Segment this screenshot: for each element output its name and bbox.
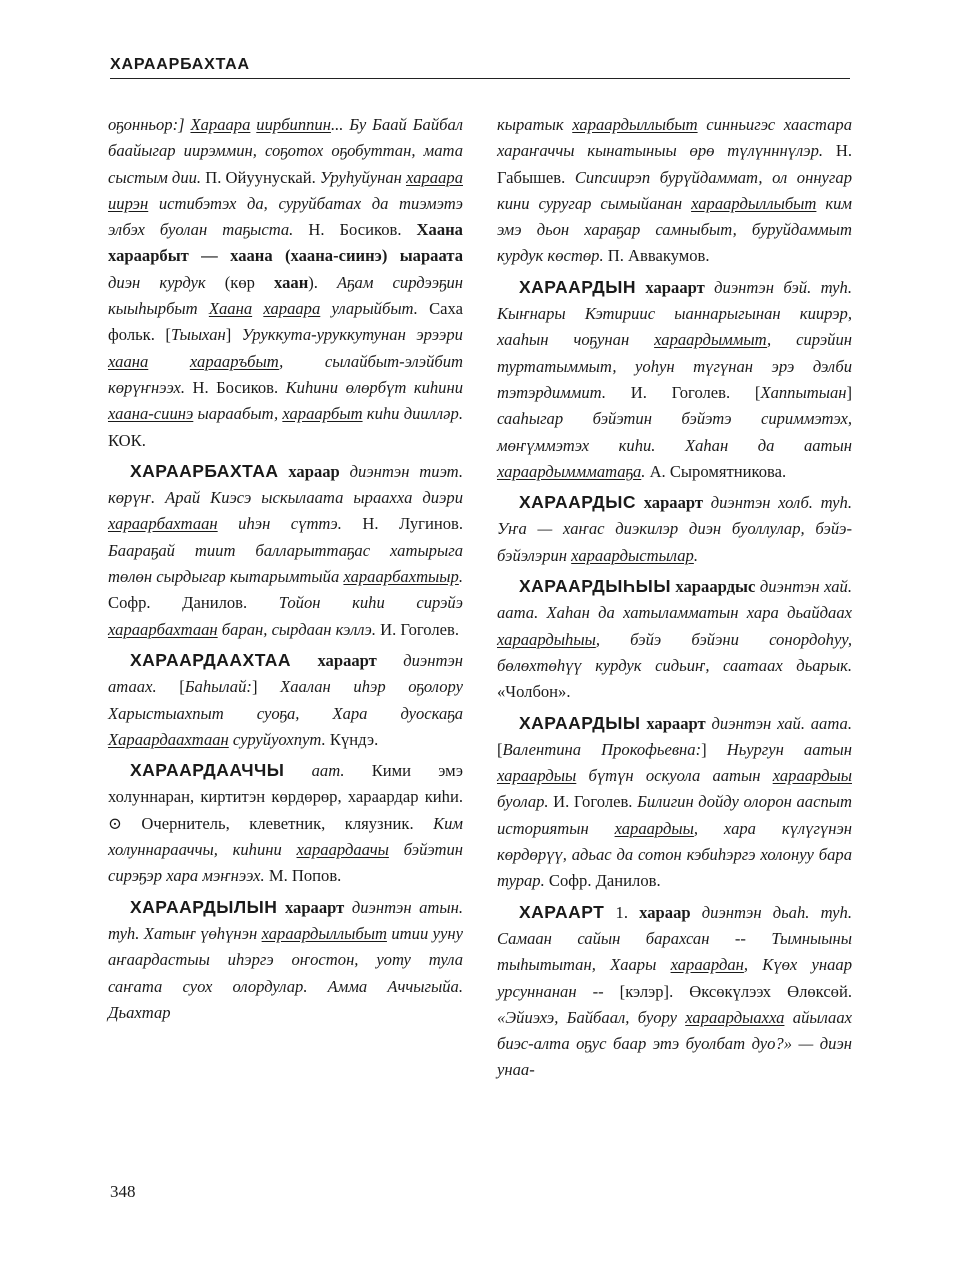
dictionary-entry (108, 894, 463, 1026)
entry-text-run: ыараабыт, (193, 404, 283, 424)
entry-text-run: Саха фольк. [ (108, 299, 463, 345)
page-number: 348 (110, 1182, 136, 1201)
entry-text-run: хараардыллыбыт (261, 923, 387, 943)
dictionary-entry (497, 899, 852, 1084)
entry-text-run: айылаах биэс-алта оҕус баар этэ буолбат дуо?» — диэн унаа- (497, 1007, 852, 1080)
entry-text-run (148, 352, 190, 371)
entry-text-run: диэнтэн дьаһ. туһ. Самаан сайын барахсан -- Тымныыны тыһытытан, Хаары (497, 902, 852, 975)
entry-text-run: Н. Габышев. (497, 141, 852, 187)
entry-text-run: хараарт (636, 277, 705, 297)
headword: ХАРААРДААЧЧЫ (130, 760, 285, 781)
entry-text-run: Н. Лугинов. (362, 514, 464, 534)
entry-text-run: хаана (108, 351, 149, 371)
entry-continuation (497, 112, 852, 270)
entry-text-run: Тойон киһи сирэйэ (278, 593, 463, 613)
entry-text-run: Аҕам сирдээҕин кыыһырбыт (108, 272, 463, 319)
entry-text-run: Н. Босиков. (192, 377, 286, 397)
entry-text-run: Өксөкүлээх Өлөксөй. (689, 981, 853, 1001)
entry-text-run: диэнтэн бэй. туһ. Кыҥнары Кэтириис ыаннарыгынан киирэр, хааһын чоҕунан (497, 277, 852, 350)
entry-text-run: хараарбахтыыр (343, 567, 459, 587)
entry-text-run: диэн курдук (108, 272, 225, 292)
entry-text-run: диэнтэн хай. аата. Хаһан да хатыламматын хара дьайдаах (497, 577, 852, 623)
entry-text-run: Кими эмэ холуннаран, киртитэн көрдөрөр, хараардар киһи. ⊙ Очернитель, клеветник, кляузник. (108, 761, 463, 833)
headword: ХАРААРДААХТАА (130, 649, 292, 670)
entry-text-run: «Чолбон». (497, 682, 571, 702)
headword: ХАРААРТ (519, 901, 605, 922)
entry-text-run: диэнтэн холб. туһ. Уҥа — хаҥас диэкилэр диэн буоллулар, бэйэ-бэйэлэрин (497, 493, 852, 565)
entry-text-run: хараардыллыбыт (572, 115, 698, 134)
entry-text-run: истибэтэх да, суруйбатах да тиэмэтэ элбэх буолан таҕыста. (108, 193, 463, 240)
entry-text-run: Хаана (208, 299, 253, 319)
entry-text-run: ] (251, 677, 281, 697)
headword: ХАРААРДЫЫ (519, 712, 641, 733)
entry-text-run: Софр. Данилов. (548, 871, 661, 891)
entry-text-run: суруйуохпут. (228, 729, 330, 749)
entry-text-run: Валентина Прокофьевна: (502, 739, 702, 759)
entry-text-run: кыратык (497, 115, 573, 134)
entry-text-run: , сылайбыт-элэйбит көрүҥнээх. (108, 351, 463, 397)
entry-text-run: Уруккута-уруккутунан эрээри (241, 325, 463, 345)
entry-text-run: Хаалан иһэр оҕолору Харыстыахпыт суоҕа, Хара дуоскаҕа (108, 677, 463, 723)
entry-text-run: , бэйэ бэйэни сонордоһуу, бөлөхтөһүү курдук сидьиҥ, саатаах дьарык. (497, 629, 852, 675)
entry-text-run: иирбиппин (256, 115, 331, 134)
entry-text-run: . (458, 567, 463, 587)
dictionary-entry (108, 757, 463, 889)
page-header (110, 56, 850, 79)
entry-text-run: хаана-сиинэ (108, 404, 194, 424)
entry-text-run: хараардыммыт (654, 330, 767, 350)
entry-text-run: хараардыы (772, 766, 852, 786)
entry-text-run: уларыйбыт. (320, 299, 430, 319)
entry-text-run: диэнтэн хай. аата. (705, 713, 852, 733)
entry-text-run: хаан (274, 272, 309, 292)
entry-text-run: хараара (406, 167, 463, 187)
entry-text-run: хараардыы (497, 766, 577, 786)
entry-text-run: хараардыы (614, 818, 694, 838)
entry-text-run: «Эйиэхэ, Байбаал, буору (497, 1007, 686, 1027)
entry-text-run: хараардыллыбыт (691, 193, 817, 213)
entry-text-run: иһэн сүттэ. (217, 514, 363, 534)
entry-text-run: Хараардаахтаан (108, 729, 229, 749)
headword: ХАРААРБАХТАА (130, 460, 279, 481)
dictionary-entry (497, 573, 852, 705)
entry-text-run: Уруһуйунан (319, 167, 407, 187)
dictionary-entry (497, 710, 852, 895)
headword: ХАРААРДЫҺЫЫ (519, 576, 671, 597)
entry-text-run: Билигин дойду олорон ааспыт историятын (497, 792, 852, 838)
entry-text-run: хараардаачы (296, 840, 389, 860)
entry-text-run: Ким холуннарааччы, киһини (108, 813, 463, 860)
entry-text-run: ] (701, 739, 727, 759)
entry-text-run: харааръбыт (189, 351, 280, 371)
entry-text-run: бүтүн оскуола аатын (576, 766, 773, 786)
entry-text-run: И. Гоголев. [ (630, 382, 761, 402)
entry-text-run: Хараара (190, 115, 251, 134)
entry-text-run: иирэн (108, 193, 149, 213)
entry-text-run: хараарт (636, 493, 704, 513)
entry-text-run: , Күөх унаар урсуннанан -- (497, 955, 852, 1001)
entry-text-run: И. Гоголев. (553, 792, 638, 812)
entry-text-run: хараардыммматаҕа (497, 461, 642, 481)
entry-text-run: хараарбахтаан (108, 619, 218, 639)
headword: ХАРААРДЫЛЫН (130, 896, 278, 917)
entry-text-run: диэнтэн тиэт. көрүҥ. Арай Киэсэ ыскылаата ыраахха диэри (108, 461, 463, 508)
left-column (108, 112, 463, 1030)
entry-text-run: бэйэтин сирэҕэр хара мэҥнээх. (108, 840, 463, 886)
entry-text-run: Баараҕай тиит балларыттаҕас хатырыга төлөн сырдыгар кытарымтыйа (108, 540, 463, 587)
dictionary-entry (497, 274, 852, 485)
headword: ХАРААРДЫС (519, 492, 637, 513)
entry-text-run: хараардыс (670, 577, 756, 597)
entry-text-run: Ньургун аатын (726, 739, 852, 759)
entry-text-run: баран, сырдаан кэллэ. (217, 619, 381, 639)
entry-text-run: Н. Босиков. (308, 220, 417, 240)
entry-text-run: Софр. Данилов. (108, 593, 279, 613)
entry-text-run: , хара күлүгүнэн көрдөрүү, адьас да сотон кэбиһэргэ холонуу бара турар. (497, 818, 852, 891)
entry-text-run: хараардыстылар (571, 545, 694, 565)
dictionary-entry (108, 458, 463, 643)
entry-text-run: П. Ойуунускай. (205, 167, 320, 187)
entry-text-run: хараардыһыы (497, 629, 596, 649)
entry-text-run: Тыыхан (170, 325, 226, 345)
entry-text-run: П. Аввакумов. (607, 246, 710, 266)
entry-text-run: [ (497, 739, 503, 759)
entry-text-run: Киһини өлөрбүт киһини (285, 377, 464, 397)
entry-text-run: 1. (604, 902, 640, 922)
entry-text-run: Хаана хараарбыт — хаана (хаана-сиинэ) ыараата (108, 220, 463, 266)
entry-text-run: . (693, 545, 698, 565)
dictionary-entry (108, 647, 463, 753)
entry-text-run: (көр (224, 272, 275, 292)
entry-text-run: [кэлэр]. (619, 981, 690, 1001)
entry-text-run: М. Попов. (268, 866, 342, 886)
entry-text-run: хараардан (670, 955, 744, 975)
dictionary-entry (497, 489, 852, 569)
entry-text-run (252, 299, 263, 318)
entry-text-run: И. Гоголев. (380, 619, 459, 639)
entry-continuation (108, 112, 463, 454)
entry-text-run: хараарбыт (282, 404, 363, 424)
entry-text-run: синньигэс хаастара хараҥаччы кынатыныы өрө түлүнннүлэр. (497, 115, 852, 161)
right-column (497, 112, 852, 1088)
entry-text-run: оҕонньор:] (108, 115, 191, 134)
entry-text-run: Хаппытыан (760, 382, 847, 402)
running-head: ХАРААРБАХТАА (110, 56, 250, 73)
entry-text-run: киһи диилләр. (362, 404, 463, 424)
entry-text-run: ). (308, 272, 338, 292)
entry-text-run: Баһылай: (184, 677, 252, 697)
entry-text-run: хараарт (277, 897, 345, 917)
entry-text-run: ] (846, 382, 852, 402)
entry-text-run: буолар. (497, 792, 554, 812)
entry-text-run: Сипсиирэп бурүйдаммат, ол оннугар кини суругар сымыйанан (497, 167, 852, 213)
entry-text-run: итии ууну аҥаардастыы иһэргэ оҥостон, уоту тула саҥата суох олордулар. Амма Аччыгыйа. Дьахтар (108, 923, 463, 1022)
entry-text-run: КОК. (108, 430, 146, 450)
headword: ХАРААРДЫН (519, 276, 637, 297)
entry-text-run: [ (179, 677, 185, 697)
entry-text-run: хараардыахха (685, 1007, 785, 1027)
entry-text-run: сааһыгар бэйэтин бэйэтэ сириммэтэх, мөҥүммэтэх киһи. Хаһан да аатын (497, 409, 852, 455)
entry-text-run: хараар (278, 461, 340, 481)
entry-text-run: аат. (284, 761, 372, 781)
entry-text-run: ] (225, 325, 242, 345)
entry-text-run: , сирэйин туртатыммыт, уоһун түгүнан эрэ дэлби тэтэрдиммит. (497, 330, 852, 402)
entry-text-run: диэнтэн атаах. (108, 650, 463, 697)
entry-text-run: диэнтэн атын. туһ. Хатыҥ үөһүнэн (108, 897, 464, 943)
entry-text-run: . (641, 461, 650, 481)
entry-text-run: хараара (263, 299, 321, 319)
entry-text-run: хараарт (640, 713, 706, 733)
entry-text-run: ким эмэ дьон хараҕар самныбыт, буруйдаммыт курдук көстөр. (497, 193, 852, 266)
entry-text-run: хараар (639, 902, 691, 922)
entry-text-run: ... Бу Баай Байбал баайыгар иирэммин, соҕотох оҕобуттан, мата сыстым дии. (108, 115, 463, 187)
entry-text-run: хараарт (291, 650, 377, 670)
entry-text-run: Күндэ. (329, 729, 379, 749)
entry-text-run: А. Сыромятникова. (649, 461, 787, 481)
entry-text-run: хараарбахтаан (108, 514, 218, 534)
